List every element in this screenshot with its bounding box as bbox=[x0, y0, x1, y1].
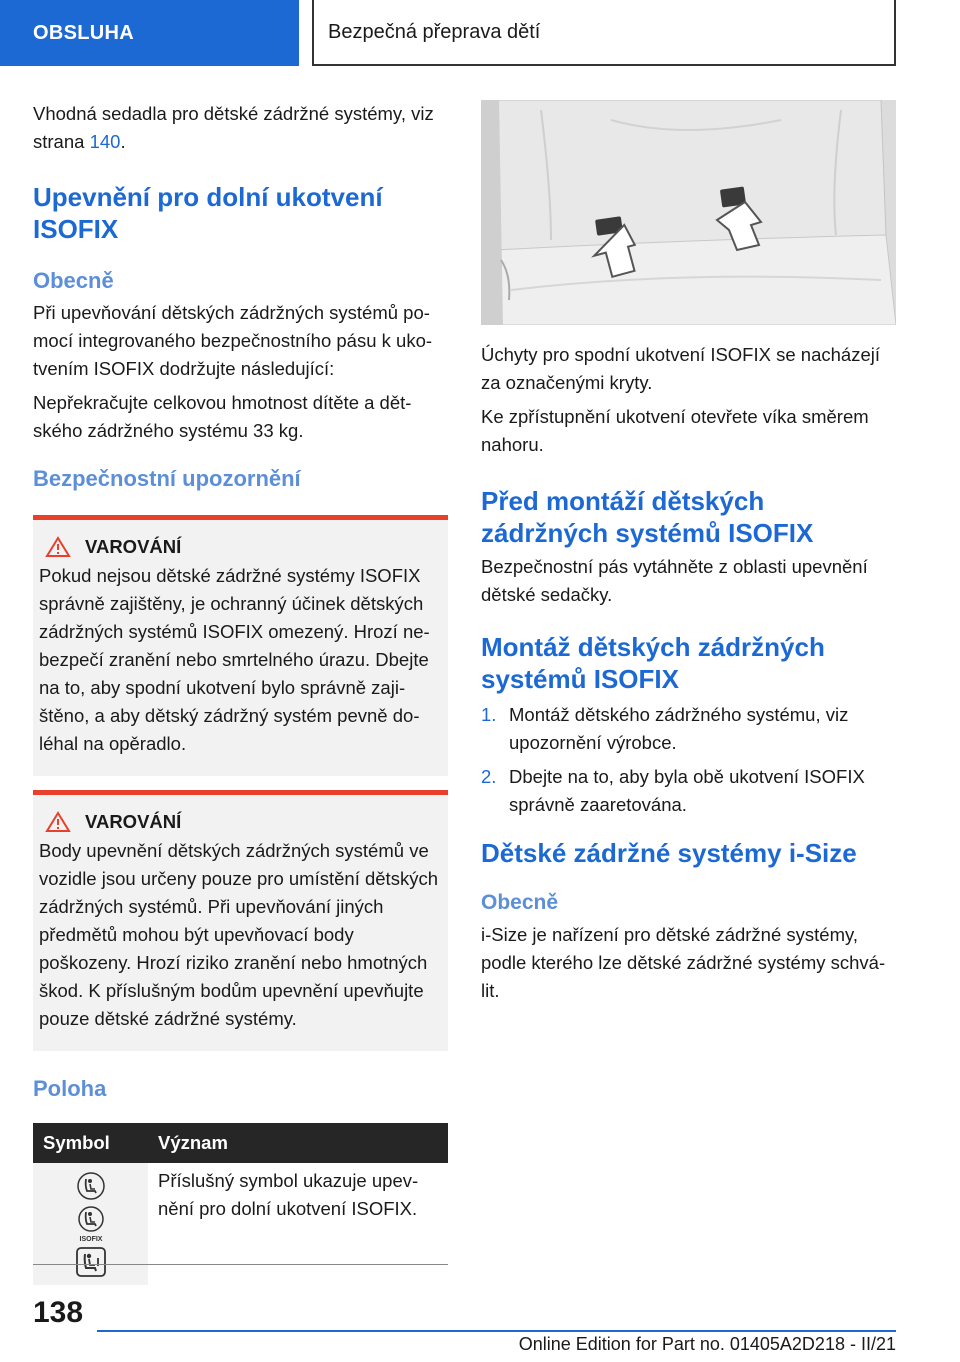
col-symbol-header: Symbol bbox=[33, 1123, 148, 1163]
isofix-seat-icon bbox=[76, 1171, 106, 1201]
section-label: OBSLUHA bbox=[33, 21, 134, 44]
warning-box-2 bbox=[33, 790, 448, 1051]
left-column bbox=[33, 100, 448, 1285]
table-row bbox=[33, 1163, 448, 1285]
symbol-table bbox=[33, 1123, 448, 1285]
meaning-cell: Příslušný symbol ukazuje upevnění pro dolní ukotvení ISOFIX. bbox=[158, 1170, 419, 1219]
symbol-cell bbox=[33, 1163, 148, 1285]
warning-box-1 bbox=[33, 515, 448, 776]
photo-caption-1: Úchyty pro spodní ukotvení ISOFIX se nacházejí za označenými kryty. bbox=[481, 344, 880, 393]
mount-steps bbox=[481, 701, 896, 819]
section-tab bbox=[0, 0, 299, 66]
heading-isofix: Upevnění pro dolní ukotvení ISOFIX bbox=[33, 182, 383, 244]
heading-isize: Dětské zádržné systémy i-Size bbox=[481, 838, 857, 868]
col-meaning-header: Význam bbox=[148, 1123, 448, 1163]
heading-position: Poloha bbox=[33, 1076, 107, 1101]
warning-title-2: VAROVÁNÍ bbox=[45, 811, 440, 833]
right-column bbox=[481, 100, 896, 1005]
heading-isize-general: Obecně bbox=[481, 891, 559, 914]
page-link[interactable]: 140 bbox=[89, 131, 121, 152]
photo-caption-2: Ke zpřístupnění ukotvení otevřete víka směrem nahoru. bbox=[481, 406, 869, 455]
warning-text-2: Body upevnění dětských zádržných systémů ve vozidle jsou určeny pouze pro umístění dětských zádržných systémů. Při upevňování jiných předmětů mohou být upevňovací body poškozeny. Hrozí riziko zranění nebo hmotných škod. K příslušným bodům upevnění upevňujte pouze dětské zádržné systémy. bbox=[39, 840, 438, 1029]
isize-paragraph: i-Size je nařízení pro dětské zádržné systémy, podle kterého lze dětské zádržné systémy schválit. bbox=[481, 924, 886, 1001]
heading-general: Obecně bbox=[33, 268, 114, 293]
warning-text-1: Pokud nejsou dětské zádržné systémy ISOFIX správně zajištěny, je ochranný účinek dětských zádržných systémů ISOFIX omezený. Hrozí nebezpečí zranění nebo smrtelného úrazu. Dbejte na to, aby spodní ukotvení bylo správně zajištěno, a aby dětský zádržný systém pevně doléhal na opěradlo. bbox=[39, 565, 430, 754]
general-paragraph-2: Nepřekračujte celkovou hmotnost dítěte a dětského zádržného systému 33 kg. bbox=[33, 392, 412, 441]
heading-mount: Montáž dětských zádržných systémů ISOFIX bbox=[481, 632, 825, 694]
rear-seat-isofix-illustration bbox=[481, 100, 896, 325]
intro-paragraph: Vhodná sedadla pro dětské zádržné systémy, viz strana 140. bbox=[33, 103, 434, 152]
list-item: 2. Dbejte na to, aby byla obě ukotvení ISOFIX správně zaaretována. bbox=[481, 766, 865, 815]
before-paragraph: Bezpečnostní pás vytáhněte z oblasti upevnění dětské sedačky. bbox=[481, 556, 868, 605]
warning-triangle-icon bbox=[45, 811, 71, 833]
list-item: 1. Montáž dětského zádržného systému, viz upozornění výrobce. bbox=[481, 704, 849, 753]
heading-before-mount: Před montáží dětských zádržných systémů ISOFIX bbox=[481, 486, 814, 548]
svg-text:ISOFIX: ISOFIX bbox=[79, 1236, 102, 1243]
isofix-label-icon bbox=[74, 1205, 108, 1243]
warning-triangle-icon bbox=[45, 536, 71, 558]
isofix-square-icon bbox=[76, 1247, 106, 1277]
footer-rule bbox=[97, 1330, 896, 1332]
page-number: 138 bbox=[33, 1296, 84, 1329]
chapter-title: Bezpečná přeprava dětí bbox=[328, 20, 541, 43]
general-paragraph-1: Při upevňování dětských zádržných systémů pomocí integrovaného bezpečnostního pásu k ukotvením ISOFIX dodržujte následující: bbox=[33, 302, 433, 379]
chapter-header bbox=[312, 0, 896, 66]
warning-title-1: VAROVÁNÍ bbox=[45, 536, 440, 558]
table-bottom-rule bbox=[33, 1264, 448, 1265]
edition-text: Online Edition for Part no. 01405A2D218 - II/21 bbox=[518, 1334, 896, 1354]
heading-safety: Bezpečnostní upozornění bbox=[33, 466, 301, 491]
